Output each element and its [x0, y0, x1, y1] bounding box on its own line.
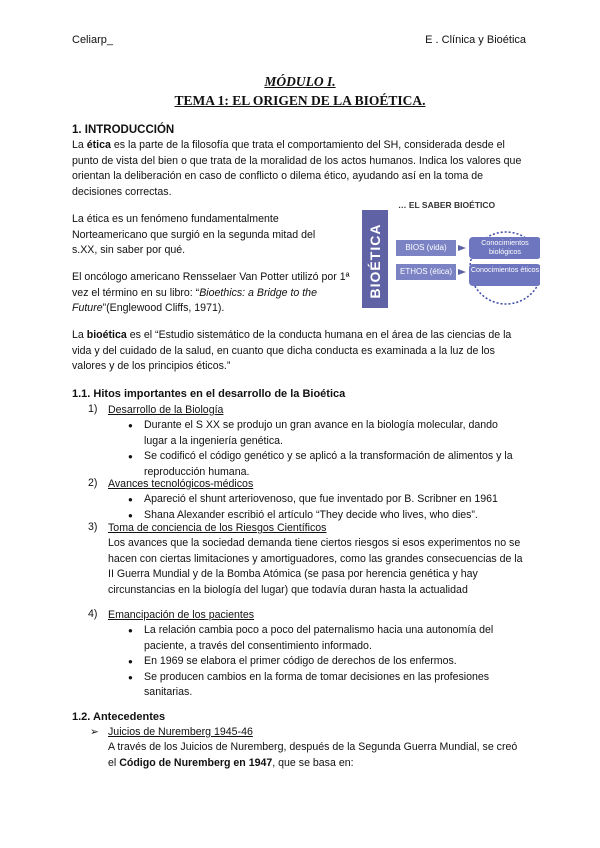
list-item: ● Se codificó el código genético y se aplicó a la transformación de alimentos y la reproducción humana. — [128, 449, 524, 480]
diagram-ethos: ETHOS (ética) — [399, 267, 452, 276]
arrow-bullet-icon: ➢ — [90, 726, 99, 738]
hito-4-number: 4) — [88, 608, 98, 620]
hito-3-title: Toma de conciencia de los Riesgos Científicos — [108, 522, 327, 534]
term-etica: ética — [86, 139, 111, 151]
book-title: Bioethics: a Bridge to the Future — [72, 286, 317, 314]
intro-paragraph-fenomeno: La ética es un fenómeno fundamentalmente Norteamericano que surgió en la segunda mitad del s.XX, sin saber por qué. — [72, 213, 316, 256]
header-left: Celiarp_ — [72, 34, 113, 46]
diagram-bios: BIOS (vida) — [405, 243, 447, 252]
antecedentes-heading: 1.2. Antecedentes — [72, 711, 166, 723]
hito-2-list — [128, 492, 528, 523]
list-item: ● Durante el S XX se produjo un gran avance en la biología molecular, dando lugar a la ingeniería genética. — [128, 418, 524, 449]
list-item: ● La relación cambia poco a poco del paternalismo hacia una autonomía del paciente, a través del consentimiento informado. — [128, 623, 524, 654]
intro-paragraph-etica: La ética es la parte de la filosofía que trata el comportamiento del SH, considerada desde el punto de vista del bien o que trata de la moralidad de los actos humanos. Indica los valores que orientan la deliberación en caso de conflicto o dilema ético, ayudando así en la toma de decisiones correctas. — [72, 139, 522, 198]
hito-1-number: 1) — [88, 403, 98, 415]
hitos-heading: 1.1. Hitos importantes en el desarrollo de la Bioética — [72, 388, 346, 400]
topic-title: TEMA 1: EL ORIGEN DE LA BIOÉTICA. — [174, 93, 426, 108]
list-item: ● Shana Alexander escribió el artículo “They decide who lives, who dies”. — [128, 508, 528, 524]
diagram-heading: … EL SABER BIOÉTICO — [398, 200, 496, 210]
codigo-nuremberg: Código de Nuremberg en 1947 — [119, 756, 273, 769]
hito-2-number: 2) — [88, 477, 98, 489]
hito-1-list — [128, 418, 524, 480]
intro-paragraph-potter: El oncólogo americano Rensselaer Van Potter utilizó por 1ª vez el término en su libro: “Bioethics: a Bridge to the Future”(Englewood Cliffs, 1971). — [72, 271, 350, 314]
list-item: ● Apareció el shunt arteriovenoso, que fue inventado por B. Scribner en 1961 — [128, 492, 528, 508]
list-item: ● Se producen cambios en la forma de tomar decisiones en las profesiones sanitarias. — [128, 670, 524, 701]
hito-3-text: Los avances que la sociedad demanda tiene ciertos riesgos si esos experimentos no se hacen con ciertas limitaciones y amortiguadores, como las grandes consecuencias de la II Guerra Mundial y de la Bomba Atómica (se pasa por herencia genética y hay circunstancias en la biología del lugar) que todavía duran hasta la actualidad — [108, 537, 523, 596]
term-bioetica: bioética — [86, 329, 127, 341]
hito-2-title: Avances tecnológicos-médicos — [108, 478, 254, 490]
intro-paragraph-bioetica: La bioética es el “Estudio sistemático de la conducta humana en el área de las ciencias de la vida y del cuidado de la salud, en cuanto que dicha conducta es examinada a la luz de los valores y de los principios éticos.” — [72, 329, 512, 372]
module-title: MÓDULO I. — [264, 74, 336, 89]
diagram-conocimientos-biologicos: Conocimientos biológicos — [481, 238, 529, 256]
diagram-conocimientos-eticos: Conocimientos éticos — [470, 265, 540, 274]
hito-1-title: Desarrollo de la Biología — [108, 404, 224, 416]
header-right: E . Clínica y Bioética — [425, 34, 526, 46]
hito-3-number: 3) — [88, 521, 98, 533]
intro-heading: 1. INTRODUCCIÓN — [72, 124, 175, 136]
bioetica-diagram — [362, 198, 540, 310]
nuremberg-text: A través de los Juicios de Nuremberg, después de la Segunda Guerra Mundial, se creó el Código de Nuremberg en 1947, que se basa en: — [108, 741, 518, 769]
list-item: ● En 1969 se elabora el primer código de derechos de los enfermos. — [128, 654, 524, 670]
diagram-side-label: BIOÉTICA — [367, 223, 383, 299]
nuremberg-subheading: Juicios de Nuremberg 1945-46 — [108, 726, 253, 738]
hito-4-title: Emancipación de los pacientes — [108, 609, 255, 621]
hito-4-list — [128, 623, 524, 701]
